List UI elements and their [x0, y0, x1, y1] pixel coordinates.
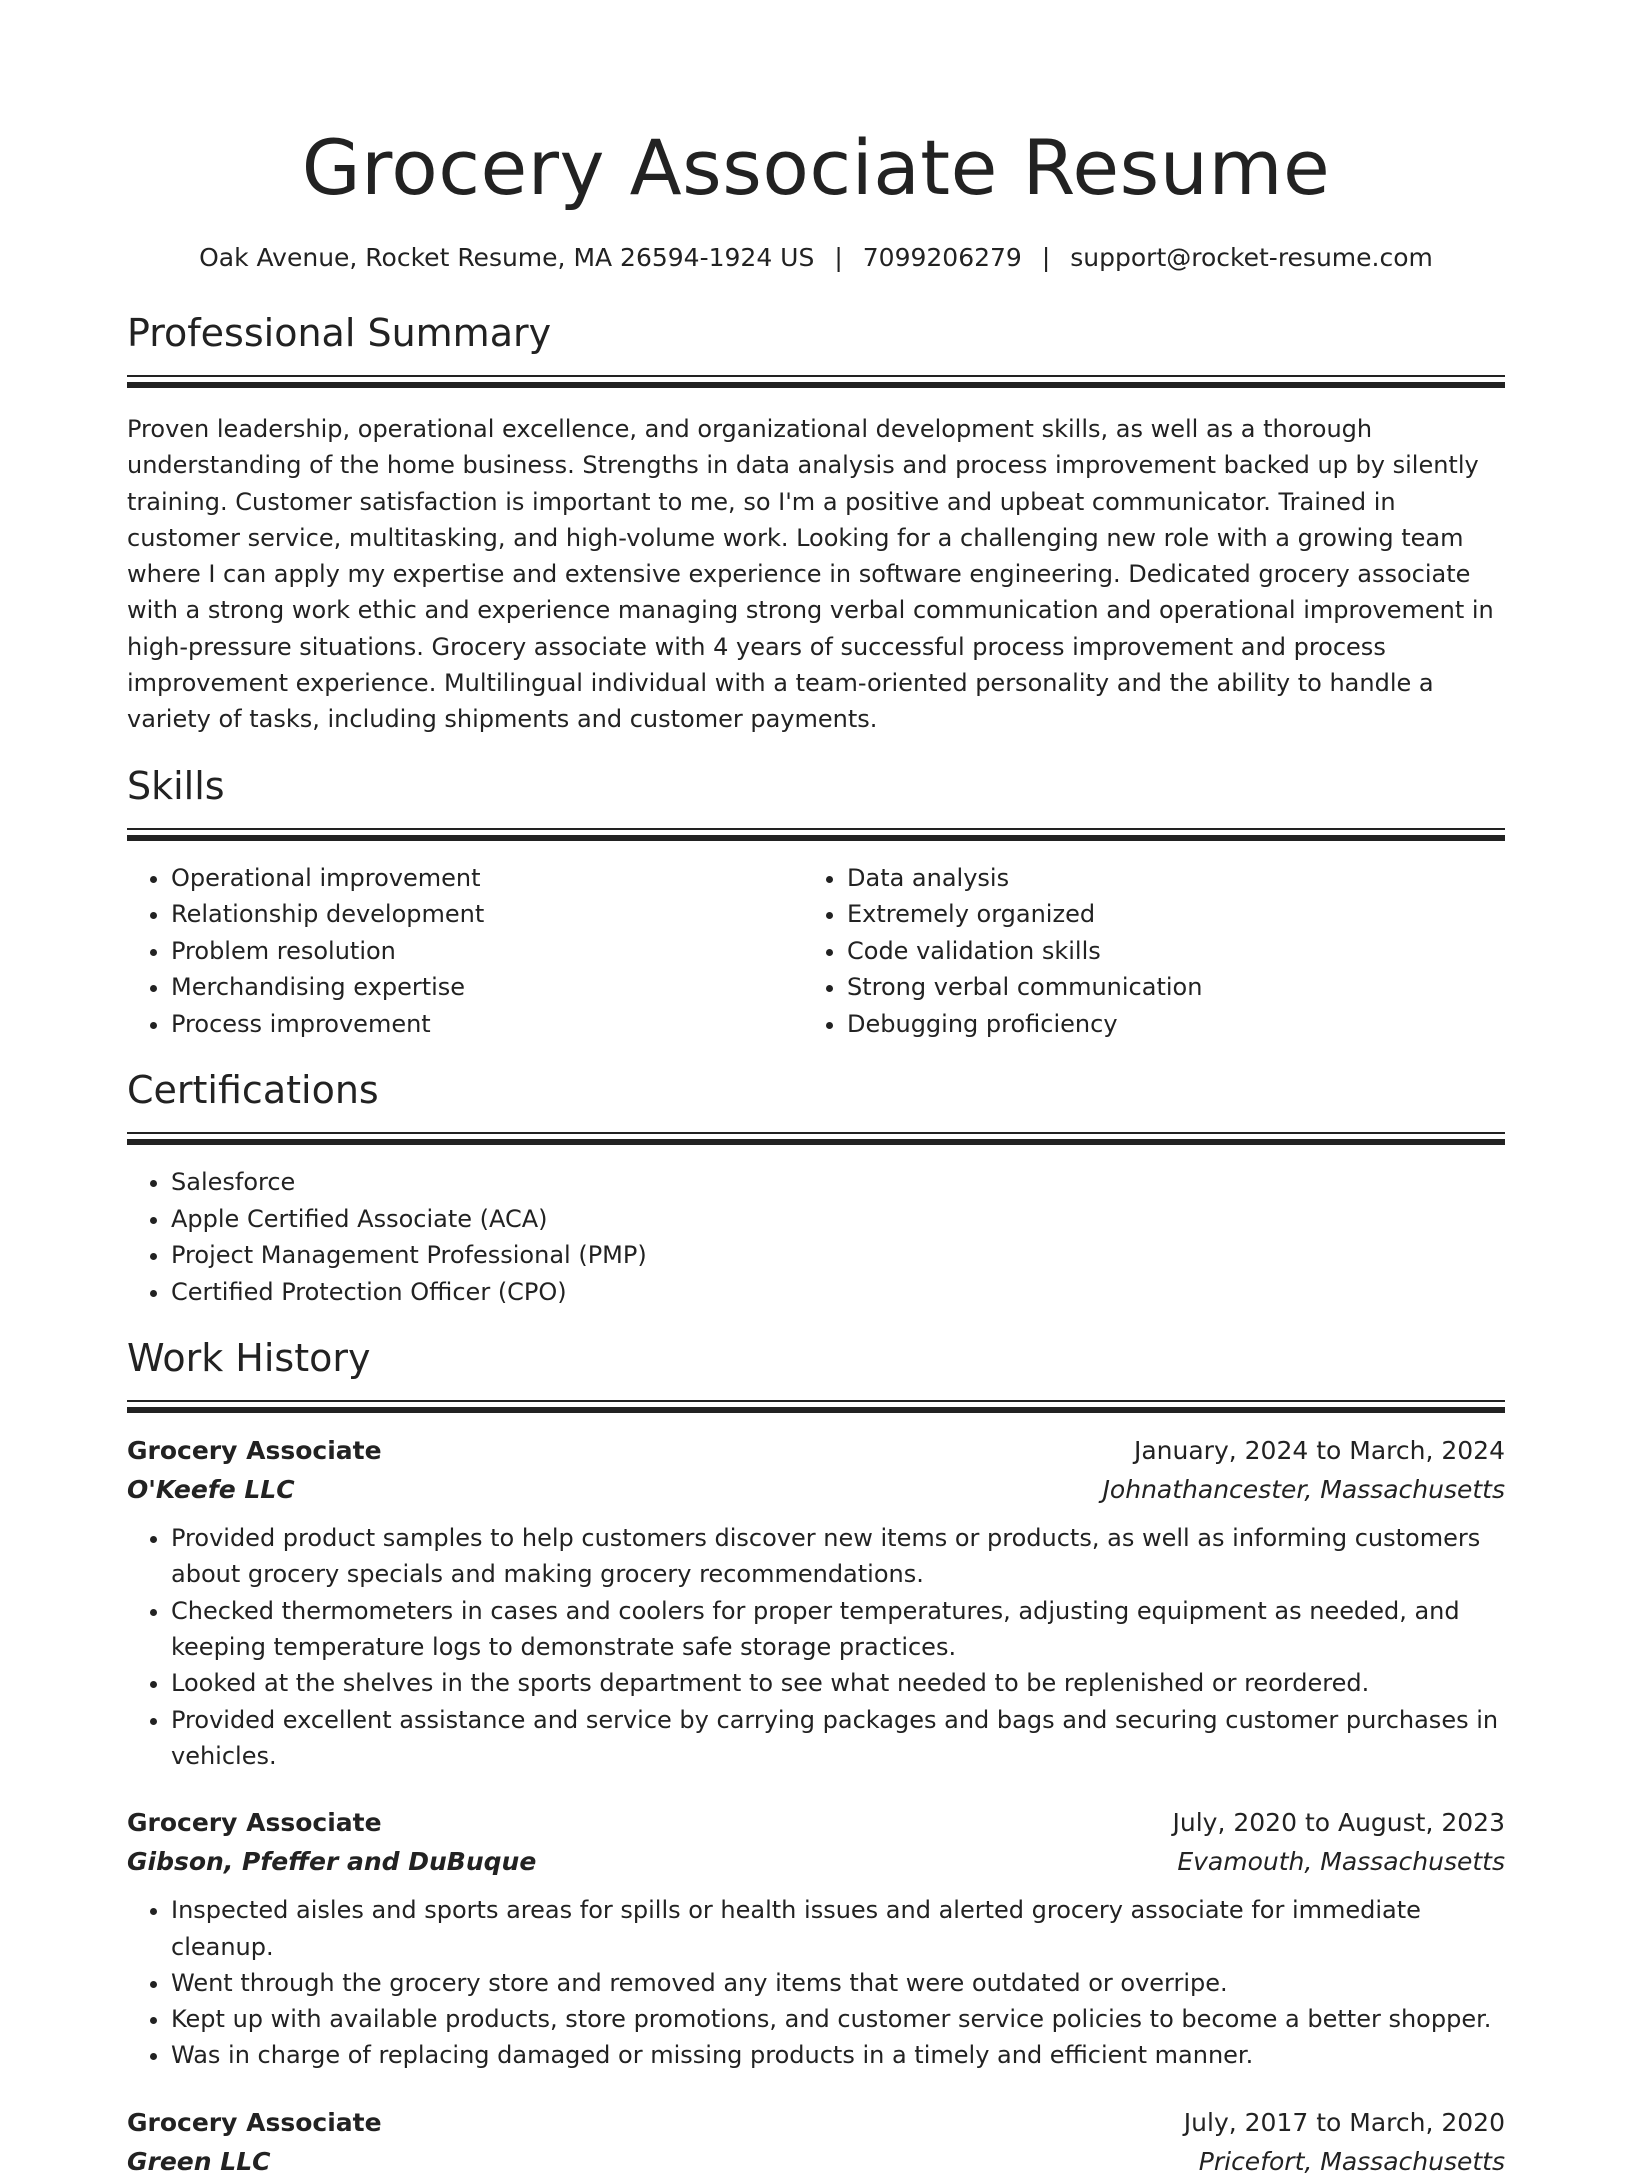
skill-item: • Merchandising expertise: [171, 969, 803, 1006]
certification-item: • Certified Protection Officer (CPO): [171, 1274, 1505, 1311]
job-duty: • Looked at the shelves in the sports department to see what needed to be replenished or reordered.: [171, 1665, 1505, 1701]
contact-email: support@rocket-resume.com: [1070, 243, 1433, 272]
job-location: Pricefort, Massachusetts: [1198, 2146, 1505, 2176]
skill-item: • Relationship development: [171, 896, 803, 933]
job-subheader: [127, 1842, 1505, 1882]
job-location: Evamouth, Massachusetts: [1177, 1847, 1505, 1877]
skills-list: [127, 860, 1505, 1043]
job-dates: January, 2024 to March, 2024: [1133, 1436, 1505, 1466]
job-title: Grocery Associate: [127, 1808, 382, 1838]
certifications-heading: Certifications: [127, 1068, 379, 1113]
job-duty: • Provided product samples to help customers discover new items or products, as well as informing customers about grocery specials and making grocery recommendations.: [171, 1520, 1505, 1593]
skills-section: [127, 762, 1505, 1043]
certifications-list: [127, 1164, 1505, 1310]
skills-heading: Skills: [127, 763, 225, 808]
job-duties: [127, 1520, 1505, 1774]
summary-section: [127, 309, 1505, 738]
job-subheader: [127, 2142, 1505, 2182]
work-history-heading: Work History: [127, 1336, 371, 1381]
contact-line: [127, 242, 1505, 274]
summary-heading: Professional Summary: [127, 311, 552, 355]
job-header: [127, 2104, 1505, 2142]
job-subheader: [127, 1470, 1505, 1510]
job-duty: • Kept up with available products, store promotions, and customer service policies to become a better shopper.: [171, 2001, 1505, 2037]
skill-item: • Strong verbal communication: [847, 969, 1479, 1006]
skill-item: • Extremely organized: [847, 896, 1479, 933]
contact-separator: |: [1041, 243, 1051, 272]
section-divider: [127, 375, 1505, 389]
job-duty: • Provided excellent assistance and service by carrying packages and bags and securing customer purchases in vehicles.: [171, 1702, 1505, 1775]
skill-item: • Problem resolution: [171, 933, 803, 970]
summary-text: Proven leadership, operational excellence, and organizational development skills, as well as a thorough understanding of the home business. Strengths in data analysis and process improvement backed up by silently training. Customer satisfaction is important to me, so I'm a positive and upbeat communicator. Trained in customer service, multitasking, and high-volume work. Looking for a challenging new role with a growing team where I can apply my expertise and extensive experience in software engineering. Dedicated grocery associate with a strong work ethic and experience managing strong verbal communication and operational improvement in high-pressure situations. Grocery associate with 4 years of successful process improvement and process improvement experience. Multilingual individual with a team-oriented personality and the ability to handle a variety of tasks, including shipments and customer payments.: [127, 415, 1494, 734]
job-company: Gibson, Pfeffer and DuBuque: [127, 1847, 537, 1877]
skill-item: • Operational improvement: [171, 860, 803, 897]
contact-phone: 7099206279: [862, 243, 1022, 272]
job-header: [127, 1432, 1505, 1470]
job-entry: [127, 1804, 1505, 2073]
section-divider: [127, 1400, 1505, 1414]
job-duty: • Went through the grocery store and removed any items that were outdated or overripe.: [171, 1965, 1505, 2001]
skill-item: • Code validation skills: [847, 933, 1479, 970]
job-dates: July, 2020 to August, 2023: [1172, 1808, 1505, 1838]
resume-title: Grocery Associate Resume: [301, 123, 1331, 212]
contact-separator: |: [834, 243, 843, 272]
job-header: [127, 1804, 1505, 1842]
certification-item: • Salesforce: [171, 1164, 1505, 1201]
skill-item: • Process improvement: [171, 1006, 803, 1043]
job-dates: July, 2017 to March, 2020: [1183, 2107, 1505, 2137]
section-divider: [127, 1132, 1505, 1146]
job-duties: [127, 1892, 1505, 2073]
section-divider: [127, 828, 1505, 842]
job-entry: [127, 1432, 1505, 1774]
job-company: O'Keefe LLC: [127, 1475, 295, 1505]
skill-item: • Debugging proficiency: [847, 1006, 1479, 1043]
job-title: Grocery Associate: [127, 2107, 382, 2137]
certification-item: • Apple Certified Associate (ACA): [171, 1201, 1505, 1238]
job-company: Green LLC: [127, 2146, 271, 2176]
certification-item: • Project Management Professional (PMP): [171, 1237, 1505, 1274]
job-duty: • Checked thermometers in cases and coolers for proper temperatures, adjusting equipment as needed, and keeping temperature logs to demonstrate safe storage practices.: [171, 1593, 1505, 1666]
skills-column-right: [803, 860, 1479, 1043]
job-duty: • Inspected aisles and sports areas for spills or health issues and alerted grocery associate for immediate cleanup.: [171, 1892, 1505, 1965]
job-duty: • Was in charge of replacing damaged or missing products in a timely and efficient manner.: [171, 2037, 1505, 2073]
certifications-section: [127, 1066, 1505, 1310]
job-entry: [127, 2104, 1505, 2182]
job-title: Grocery Associate: [127, 1436, 382, 1466]
skills-column-left: [127, 860, 803, 1043]
contact-address: Oak Avenue, Rocket Resume, MA 26594-1924 US: [199, 243, 815, 272]
skill-item: • Data analysis: [847, 860, 1479, 897]
work-history-section: [127, 1334, 1505, 2182]
job-location: Johnathancester, Massachusetts: [1102, 1475, 1505, 1505]
